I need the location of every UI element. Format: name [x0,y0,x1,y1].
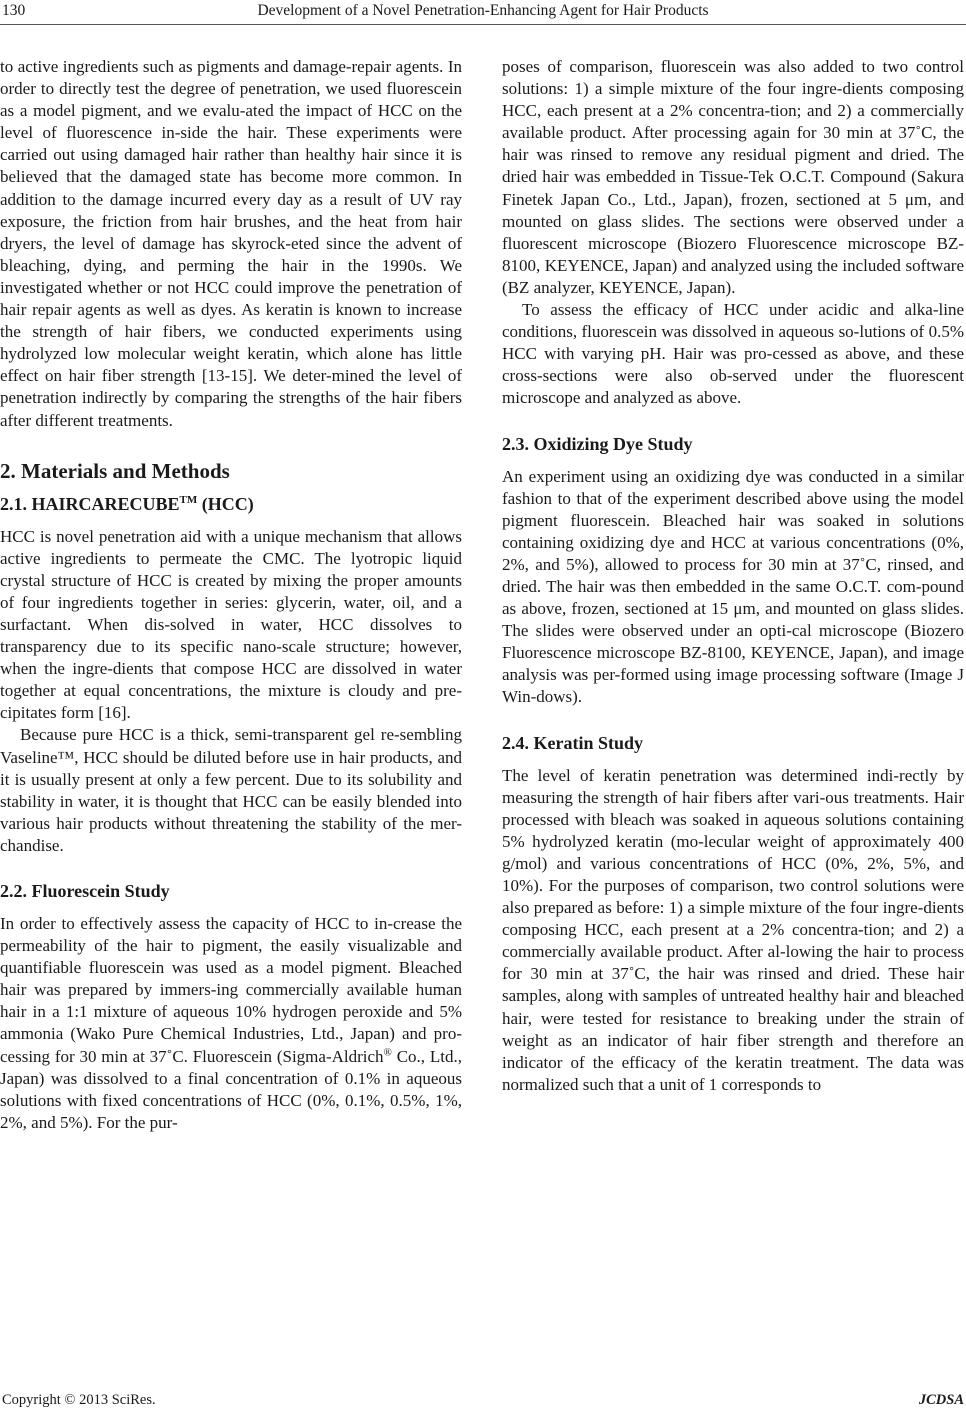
hcc-usage-paragraph: Because pure HCC is a thick, semi-transparent gel re-sembling Vaseline™, HCC should be diluted before use in hair products, and it is usually present at only a few percent. Due to its solubility and stability in water, it is thought that HCC can be easily blended into various hair products without threatening the stability of the mer-chandise. [0,725,462,855]
right-column [502,56,964,1096]
section-2-heading: 2. Materials and Methods [0,458,230,483]
section-2-1-heading-suffix: (HCC) [197,493,254,514]
oxidizing-dye-paragraph: An experiment using an oxidizing dye was conducted in a similar fashion to that of the experiment described above using the model pigment fluorescein. Bleached hair was soaked in solutions containing oxidizing dye and HCC at various concentrations (0%, 2%, and 5%), allowed to process for 30 min at 37˚C, rinsed, and dried. The hair was then embedded in the same O.C.T. com-pound as above, frozen, sectioned at 15 μm, and mounted on glass slides. The slides were observed under an opti-cal microscope (Biozero Fluorescence microscope BZ-8100, KEYENCE, Japan), and image analysis was per-formed using image processing software (Image J Win-dows). [502,466,964,707]
fluorescein-method-text: In order to effectively assess the capacity of HCC to in-crease the permeability of the hair to pigment, the easily visualizable and quantifiable fluorescein was used as a model pigment. Bleached hair was prepared by immers-ing commercially available human hair in a 1:1 mixture of aqueous 10% hydrogen peroxide and 5% ammonia (Wako Pure Chemical Industries, Ltd., Japan) and pro-cessing for 30 min at 37˚C. Fluorescein (Sigma-Aldrich [0,914,462,1066]
header-rule [0,24,966,25]
journal-abbreviation: JCDSA [918,1392,964,1408]
page-number: 130 [2,2,26,19]
fluorescein-controls-paragraph: poses of comparison, fluorescein was also added to two control solutions: 1) a simple mixture of the four ingre-dients composing HCC, each present at a 2% concentra-tion; and 2) a commercially available product. After processing again for 30 min at 37˚C, the hair was rinsed to remove any residual pigment and dried. The dried hair was embedded in Tissue-Tek O.C.T. Compound (Sakura Finetek Japan Co., Ltd., Japan), frozen, sectioned at 5 μm, and mounted on glass slides. The sections were observed under a fluorescent microscope (Biozero Fluorescence microscope BZ-8100, KEYENCE, Japan) and analyzed using the included software (BZ analyzer, KEYENCE, Japan). [502,57,964,297]
page-footer [0,1392,966,1412]
section-2-2-heading: 2.2. Fluorescein Study [0,881,170,901]
running-header [0,0,966,22]
keratin-method-paragraph: The level of keratin penetration was determined indi-rectly by measuring the strength of hair fibers after vari-ous treatments. Hair processed with bleach was soaked in aqueous solutions containing 5% hydrolyzed keratin (mo-lecular weight of approximately 400 g/mol) and various concentrations of HCC (0%, 2%, 5%, and 10%). For the purposes of comparison, two control solutions were also prepared as before: 1) a simple mixture of the four ingre-dients composing HCC, each present at a 2% concentra-tion; and 2) a commercially available product. After al-lowing the hair to process for 30 min at 37˚C, the hair was rinsed and dried. These hair samples, along with samples of untreated healthy hair and bleached hair, were tested for resistance to breaking under the strain of weight as an indicator of hair fiber strength and therefore an indicator of the efficacy of the keratin treatment. The data was normalized such that a unit of 1 corresponds to [502,765,964,1094]
running-title: Development of a Novel Penetration-Enhancing Agent for Hair Products [257,2,709,19]
copyright-notice: Copyright © 2013 SciRes. [2,1392,156,1408]
trademark-superscript: TM [179,493,198,506]
section-2-3-heading: 2.3. Oxidizing Dye Study [502,433,693,454]
section-2-1-heading-text: 2.1. HAIRCARECUBE [0,493,180,514]
left-column [0,56,462,1134]
registered-superscript: ® [383,1045,392,1058]
fluorescein-method-text-cont: Co., Ltd., Japan) was dissolved to a final concentration of 0.1% in aqueous solutions with fixed concentrations of HCC (0%, 0.1%, 0.5%, 1%, 2%, and 5%). For the pur- [0,1046,462,1132]
ph-efficacy-paragraph: To assess the efficacy of HCC under acidic and alka-line conditions, fluorescein was dissolved in aqueous so-lutions of 0.5% HCC with varying pH. Hair was pro-cessed as above, and these cross-sections were also ob-served under the fluorescent microscope and analyzed as above. [502,300,964,408]
fluorescein-method-paragraph [0,913,462,1134]
section-2-1-heading [0,492,462,516]
section-2-4-heading: 2.4. Keratin Study [502,732,644,753]
hcc-description-paragraph: HCC is novel penetration aid with a unique mechanism that allows active ingredients to permeate the CMC. The lyotropic liquid crystal structure of HCC is created by mixing the proper amounts of four ingredients together in series: glycerin, water, oil, and a surfactant. When dis-solved in water, HCC dissolves to transparency due to its specific nano-scale structure; however, when the ingre-dients that compose HCC are dissolved in water together at equal concentrations, the mixture is cloudy and pre-cipitates form [16]. [0,526,462,723]
intro-continuation-paragraph: to active ingredients such as pigments and damage-repair agents. In order to directly test the degree of penetration, we used fluorescein as a model pigment, and we evalu-ated the impact of HCC on the level of fluorescence in-side the hair. These experiments were carried out using damaged hair rather than healthy hair since it is believed that the damaged state has become more common. In addition to the damage incurred every day as a result of UV ray exposure, the friction from hair brushes, and the heat from hair dryers, the level of damage has skyrock-eted since the advent of bleaching, dying, and perming the hair in the 1990s. We investigated whether or not HCC could improve the penetration of hair repair agents as well as dyes. As keratin is known to increase the strength of hair fibers, we conducted experiments using hydrolyzed low molecular weight keratin, which alone has little effect on hair fiber strength [13-15]. We deter-mined the level of penetration indirectly by comparing the strengths of the hair fibers after different treatments. [0,57,462,430]
